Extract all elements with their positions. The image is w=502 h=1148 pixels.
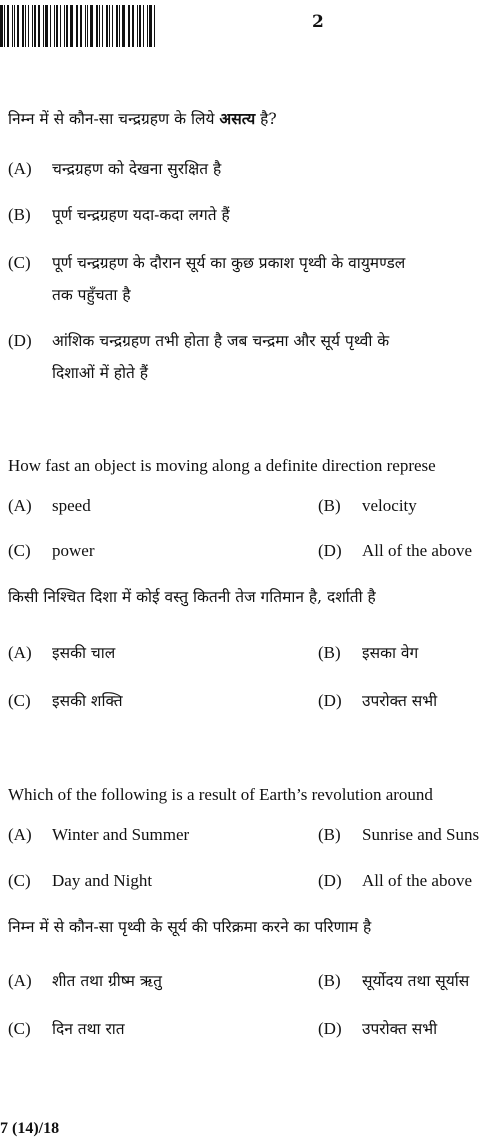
option-b-hi <box>318 970 469 992</box>
barcode-bar <box>22 5 25 47</box>
option-label: (A) <box>8 971 32 990</box>
option-text: Day and Night <box>52 871 153 890</box>
barcode-bar <box>32 5 33 47</box>
barcode-bar <box>132 5 134 47</box>
barcode-bar <box>4 5 5 47</box>
barcode-bar <box>116 5 118 47</box>
option-label: (B) <box>318 496 341 515</box>
barcode-bar <box>7 5 9 47</box>
option-text: शीत तथा ग्रीष्म ऋतु <box>52 972 162 990</box>
barcode-bar <box>129 5 130 47</box>
option-label: (D) <box>318 871 342 890</box>
option-a <box>8 158 221 180</box>
question-revolution-stem-hi: निम्न में से कौन-सा पृथ्वी के सूर्य की परिक्रमा करने का परिणाम है <box>8 918 372 936</box>
option-d-en <box>318 540 472 562</box>
option-b-hi <box>318 642 418 664</box>
barcode-bar <box>143 5 144 47</box>
option-text: speed <box>52 496 91 515</box>
option-text: उपरोक्त सभी <box>362 1020 438 1038</box>
option-text: पूर्ण चन्द्रग्रहण यदा-कदा लगते हैं <box>52 206 230 224</box>
barcode-bar <box>90 5 93 47</box>
option-text: इसकी चाल <box>52 644 116 662</box>
option-label: (A) <box>8 159 32 178</box>
question-emphasis: असत्य <box>219 109 256 128</box>
barcode-bar <box>34 5 36 47</box>
option-label: (B) <box>318 971 341 990</box>
option-text: पूर्ण चन्द्रग्रहण के दौरान सूर्य का कुछ प्रकाश पृथ्वी के वायुमण्डल <box>52 254 406 272</box>
barcode-bar <box>102 5 103 47</box>
option-label: (A) <box>8 496 32 515</box>
option-c <box>8 252 405 274</box>
option-text: इसकी शक्ति <box>52 692 123 710</box>
barcode-bar <box>0 5 3 47</box>
option-a-en <box>8 495 91 517</box>
barcode-bar <box>122 5 125 47</box>
option-d-hi <box>318 1018 437 1040</box>
barcode-bar <box>154 5 155 47</box>
option-d <box>8 330 389 352</box>
question-velocity-stem-en: How fast an object is moving along a definite direction represe <box>8 456 436 475</box>
barcode-bar <box>96 5 98 47</box>
option-text: power <box>52 541 95 560</box>
barcode-bar <box>99 5 100 47</box>
option-label: (D) <box>318 691 342 710</box>
option-c-en <box>8 540 94 562</box>
question-revolution-stem-en: Which of the following is a result of Earth’s revolution around <box>8 785 433 804</box>
option-label: (C) <box>8 871 31 890</box>
option-d-hi <box>318 690 437 712</box>
option-text: All of the above <box>362 541 472 560</box>
barcode-bar <box>54 5 55 47</box>
barcode-bar <box>80 5 82 47</box>
option-text: All of the above <box>362 871 472 890</box>
option-label: (B) <box>8 205 31 224</box>
question-text: निम्न में से कौन-सा चन्द्रग्रहण के लिये <box>8 110 220 128</box>
option-label: (A) <box>8 643 32 662</box>
option-label: (C) <box>8 1019 31 1038</box>
barcode-bar <box>56 5 58 47</box>
barcode-bar <box>66 5 68 47</box>
barcode-bar <box>17 5 19 47</box>
option-c-hi <box>8 1018 125 1040</box>
barcode-bar <box>70 5 73 47</box>
option-label: (D) <box>8 331 32 350</box>
option-label: (B) <box>318 643 341 662</box>
option-b-en <box>318 824 479 846</box>
barcode-bar <box>137 5 138 47</box>
option-label: (B) <box>318 825 341 844</box>
paper-code: 7 (14)/18 <box>0 1120 60 1137</box>
option-a-en <box>8 824 189 846</box>
barcode-bar <box>43 5 44 47</box>
option-label: (D) <box>318 1019 342 1038</box>
option-c-hi <box>8 690 123 712</box>
barcode-bar <box>128 5 129 47</box>
barcode-bar <box>85 5 86 47</box>
option-text: चन्द्रग्रहण को देखना सुरक्षित है <box>52 160 222 178</box>
option-text: Sunrise and Suns <box>362 825 480 844</box>
barcode-bar <box>38 5 40 47</box>
barcode-bar <box>112 5 113 47</box>
barcode-bar <box>64 5 65 47</box>
barcode <box>0 5 158 47</box>
option-text: Winter and Summer <box>52 825 190 844</box>
option-c-continued: तक पहुँचता है <box>52 286 131 304</box>
option-label: (C) <box>8 691 31 710</box>
option-a-hi <box>8 642 115 664</box>
barcode-bar <box>119 5 120 47</box>
barcode-bar <box>76 5 77 47</box>
barcode-bar <box>149 5 152 47</box>
barcode-bar <box>28 5 29 47</box>
barcode-bar <box>50 5 51 47</box>
option-text: velocity <box>362 496 417 515</box>
barcode-bar <box>14 5 15 47</box>
barcode-bar <box>25 5 26 47</box>
option-b-en <box>318 495 417 517</box>
barcode-bar <box>12 5 13 47</box>
barcode-bar <box>87 5 88 47</box>
option-text: इसका वेग <box>362 644 419 662</box>
question-velocity-stem-hi: किसी निश्चित दिशा में कोई वस्तु कितनी तेज गतिमान है, दर्शाती है <box>8 588 376 606</box>
option-label: (A) <box>8 825 32 844</box>
barcode-bar <box>139 5 141 47</box>
option-a-hi <box>8 970 162 992</box>
option-label: (C) <box>8 541 31 560</box>
barcode-bar <box>77 5 78 47</box>
option-d-en <box>318 870 472 892</box>
option-text: सूर्योदय तथा सूर्यास <box>362 972 470 990</box>
page-number: 2 <box>312 12 324 32</box>
barcode-bar <box>60 5 61 47</box>
option-c-en <box>8 870 152 892</box>
option-b <box>8 204 230 226</box>
option-label: (C) <box>8 253 31 272</box>
question-text-end: है? <box>255 110 277 128</box>
option-text: आंशिक चन्द्रग्रहण तभी होता है जब चन्द्रमा और सूर्य पृथ्वी के <box>52 332 390 350</box>
option-text: दिन तथा रात <box>52 1020 125 1038</box>
option-d-continued: दिशाओं में होते हैं <box>52 364 149 382</box>
question-eclipse-stem <box>8 108 277 130</box>
barcode-bar <box>147 5 148 47</box>
barcode-bar <box>109 5 110 47</box>
barcode-bar <box>45 5 48 47</box>
option-text: उपरोक्त सभी <box>362 692 438 710</box>
option-label: (D) <box>318 541 342 560</box>
barcode-bar <box>106 5 108 47</box>
